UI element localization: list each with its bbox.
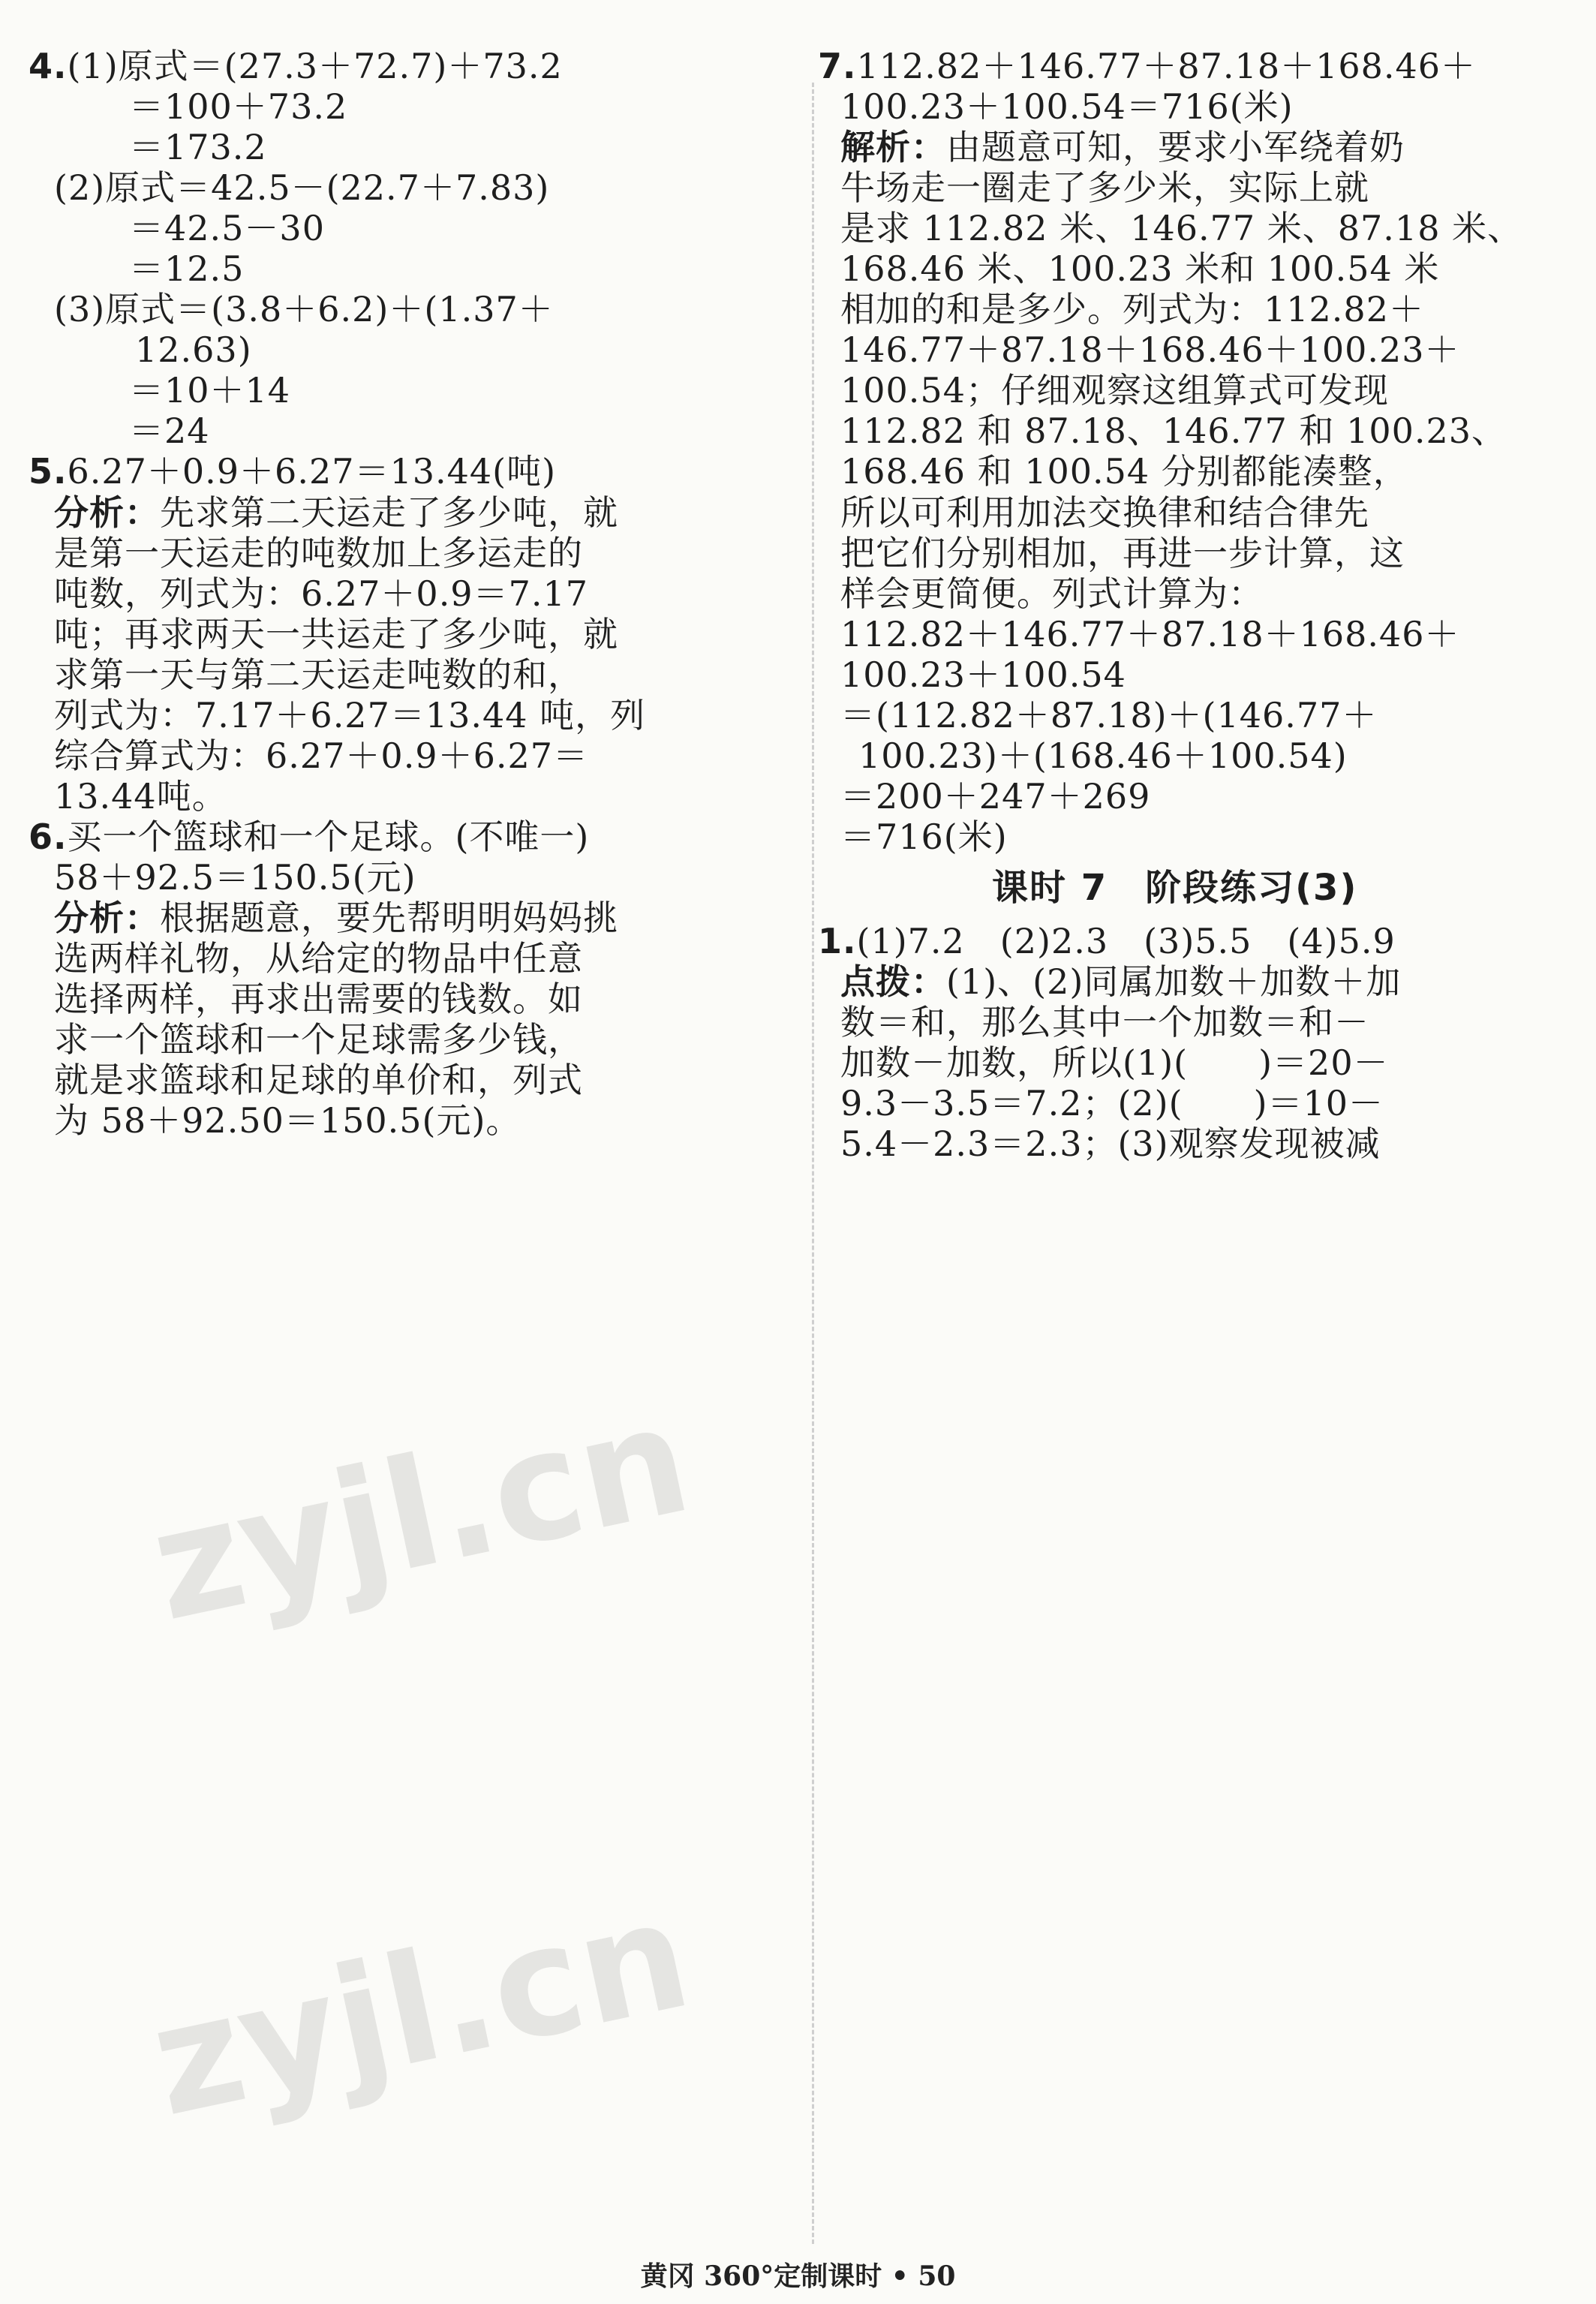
q5-line-2: 分析：先求第二天运走了多少吨，就 — [54, 492, 618, 533]
q7-line-9: 100.54；仔细观察这组算式可发现 — [840, 370, 1389, 411]
q1-line-5: 9.3－3.5＝7.2；(2)( )＝10－ — [840, 1083, 1384, 1123]
q6-line-4: 选两样礼物，从给定的物品中任意 — [54, 938, 583, 979]
q7-line-5: 是求 112.82 米、146.77 米、87.18 米、 — [840, 208, 1523, 248]
q6-line-3: 分析：根据题意，要先帮明明妈妈挑 — [54, 898, 618, 938]
q7-line-7: 相加的和是多少。列式为：112.82＋ — [840, 289, 1424, 329]
q4-line-7: (3)原式＝(3.8＋6.2)＋(1.37＋ — [54, 289, 554, 329]
q7-line-19: ＝200＋247＋269 — [840, 776, 1151, 817]
q4-line-2: ＝100＋73.2 — [129, 86, 348, 127]
q1-line-4: 加数－加数，所以(1)( )＝20－ — [840, 1042, 1389, 1083]
watermark: zyjl.cn — [137, 1371, 704, 1656]
q6-line-1: 6.买一个篮球和一个足球。(不唯一) — [29, 817, 590, 857]
q6-line-5: 选择两样，再求出需要的钱数。如 — [54, 979, 583, 1019]
q7-line-12: 所以可利用加法交换律和结合律先 — [840, 492, 1369, 533]
q7-line-8: 146.77＋87.18＋168.46＋100.23＋ — [840, 329, 1460, 370]
question-number: 4. — [29, 46, 68, 86]
hint-label: 点拨： — [840, 961, 946, 1002]
q5-line-3: 是第一天运走的吨数加上多运走的 — [54, 533, 583, 573]
q4-line-1: 4.(1)原式＝(27.3＋72.7)＋73.2 — [29, 46, 563, 86]
explanation-label: 解析： — [840, 127, 946, 167]
question-number: 5. — [29, 451, 68, 492]
question-number: 7. — [818, 46, 857, 86]
q4-line-3: ＝173.2 — [129, 127, 267, 167]
q4-line-4: (2)原式＝42.5－(22.7＋7.83) — [54, 167, 550, 208]
q5-line-9: 13.44吨。 — [54, 776, 227, 817]
q7-line-13: 把它们分别相加，再进一步计算，这 — [840, 533, 1405, 573]
q7-line-14: 样会更简便。列式计算为： — [840, 573, 1264, 614]
q5-line-7: 列式为：7.17＋6.27＝13.44 吨，列 — [54, 695, 646, 735]
q1-line-3: 数＝和，那么其中一个加数＝和－ — [840, 1002, 1369, 1042]
q4-line-9: ＝10＋14 — [129, 370, 291, 411]
q5-line-8: 综合算式为：6.27＋0.9＋6.27＝ — [54, 735, 588, 776]
watermark: zyjl.cn — [137, 1866, 704, 2151]
q6-line-8: 为 58＋92.50＝150.5(元)。 — [54, 1100, 521, 1141]
analysis-label: 分析： — [54, 898, 160, 938]
q6-line-7: 就是求篮球和足球的单价和，列式 — [54, 1060, 583, 1100]
q1-line-1: 1.(1)7.2 (2)2.3 (3)5.5 (4)5.9 — [818, 921, 1396, 961]
q1-line-2: 点拨：(1)、(2)同属加数＋加数＋加 — [840, 961, 1402, 1002]
q7-line-16: 100.23＋100.54 — [840, 654, 1126, 695]
q6-line-2: 58＋92.5＝150.5(元) — [54, 857, 416, 898]
q7-line-1: 7.112.82＋146.77＋87.18＋168.46＋ — [818, 46, 1477, 86]
analysis-label: 分析： — [54, 492, 160, 533]
q5-line-5: 吨；再求两天一共运走了多少吨，就 — [54, 614, 618, 654]
question-number: 6. — [29, 817, 68, 857]
q7-line-2: 100.23＋100.54＝716(米) — [840, 86, 1294, 127]
q4-line-8: 12.63) — [135, 329, 252, 370]
q7-line-10: 112.82 和 87.18、146.77 和 100.23、 — [840, 411, 1507, 451]
section-heading: 课时 7 阶段练习(3) — [992, 867, 1358, 909]
q5-line-6: 求第一天与第二天运走吨数的和， — [54, 654, 583, 695]
q7-line-11: 168.46 和 100.54 分别都能凑整， — [840, 451, 1408, 492]
q6-line-6: 求一个篮球和一个足球需多少钱， — [54, 1019, 583, 1060]
page-footer: 黄冈 360°定制课时 • 50 — [640, 2260, 956, 2292]
q7-line-20: ＝716(米) — [840, 817, 1008, 857]
q7-line-3: 解析：由题意可知，要求小军绕着奶 — [840, 127, 1405, 167]
q7-line-4: 牛场走一圈走了多少米，实际上就 — [840, 167, 1369, 208]
q4-line-6: ＝12.5 — [129, 248, 245, 289]
q7-line-17: ＝(112.82＋87.18)＋(146.77＋ — [840, 695, 1378, 735]
q4-line-10: ＝24 — [129, 411, 210, 451]
q7-line-15: 112.82＋146.77＋87.18＋168.46＋ — [840, 614, 1460, 654]
column-divider — [812, 83, 814, 2244]
question-number: 1. — [818, 921, 857, 961]
q7-line-6: 168.46 米、100.23 米和 100.54 米 — [840, 248, 1440, 289]
q1-line-6: 5.4－2.3＝2.3；(3)观察发现被减 — [840, 1123, 1381, 1164]
q4-line-5: ＝42.5－30 — [129, 208, 325, 248]
q5-line-4: 吨数，列式为：6.27＋0.9＝7.17 — [54, 573, 588, 614]
q7-line-18: 100.23)＋(168.46＋100.54) — [858, 735, 1348, 776]
q5-line-1: 5.6.27＋0.9＋6.27＝13.44(吨) — [29, 451, 557, 492]
